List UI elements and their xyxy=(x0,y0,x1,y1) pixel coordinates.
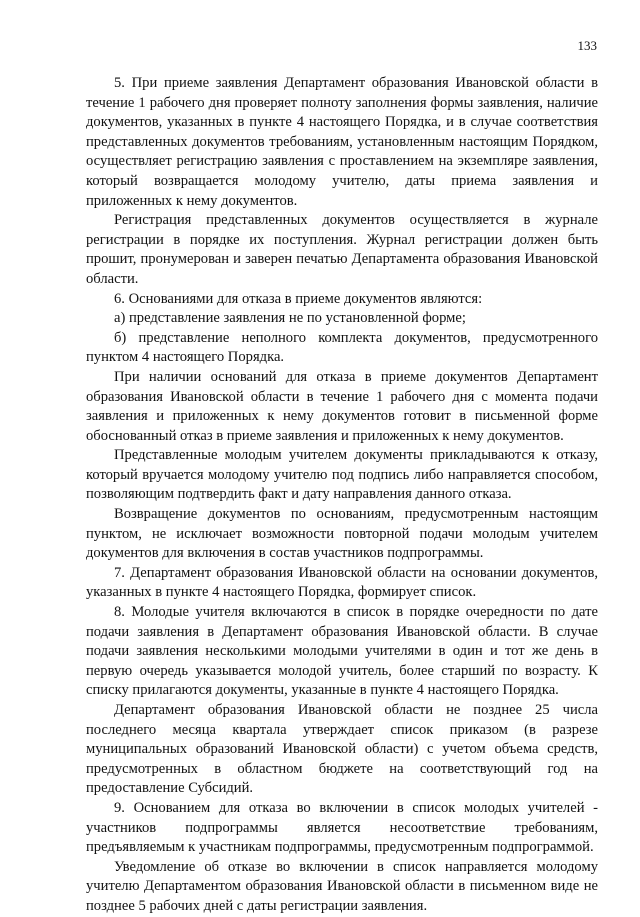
paragraph-exclusion-notice: Уведомление об отказе во включении в список направляется молодому учителю Департаментом образования Ивановской области в письменном виде не позднее 5 рабочих дней с даты регистрации заявления. xyxy=(86,858,598,914)
paragraph-list-approval: Департамент образования Ивановской области не позднее 25 числа последнего месяца квартала утверждает список приказом (в разрезе муниципальных образований Ивановской области) с учетом объема средств, предусмотренных в областном бюджете на соответствующий год на предоставление Субсидий. xyxy=(86,702,598,797)
paragraph-9-exclusion-grounds: 9. Основанием для отказа во включении в список молодых учителей - участников подпрограммы является несоответствие требованиям, предъявляемым к участникам подпрограммы, предусмотренным подпрограммой. xyxy=(86,799,598,856)
document-body xyxy=(86,74,598,917)
paragraph-8-list-order: 8. Молодые учителя включаются в список в порядке очередности по дате подачи заявления в Департамент образования Ивановской области. В случае подачи заявления несколькими молодыми учителями в один и тот же день в первую очередь указывается молодой учитель, более старший по возрасту. К списку прилагаются документы, указанные в пункте 4 настоящего Порядка. xyxy=(86,604,598,699)
list-item-a: а) представление заявления не по установленной форме; xyxy=(114,310,466,327)
paragraph-registration-journal: Регистрация представленных документов осуществляется в журнале регистрации в порядке их поступления. Журнал регистрации должен быть прошит, пронумерован и заверен печатью Департамента образования Ивановской области. xyxy=(86,212,598,287)
list-item-b: б) представление неполного комплекта документов, предусмотренного пунктом 4 настоящего Порядка. xyxy=(86,329,598,366)
page-number: 133 xyxy=(577,38,597,53)
paragraph-6-refusal-grounds: 6. Основаниями для отказа в приеме документов являются: xyxy=(114,290,483,307)
paragraph-refusal-procedure: При наличии оснований для отказа в приеме документов Департамент образования Ивановской области в течение 1 рабочего дня с момента подачи заявления и приложенных к нему документов готовит в письменной форме обоснованный отказ в приеме заявления и приложенных к нему документов. xyxy=(86,368,598,444)
paragraph-resubmission: Возвращение документов по основаниям, предусмотренным настоящим пунктом, не исключает возможности повторной подачи молодым учителем документов для включения в состав участников подпрограммы. xyxy=(86,506,598,562)
paragraph-7-list-formation: 7. Департамент образования Ивановской области на основании документов, указанных в пункте 4 настоящего Порядка, формирует список. xyxy=(86,564,598,601)
paragraph-5-intake: 5. При приеме заявления Департамент образования Ивановской области в течение 1 рабочего дня проверяет полноту заполнения формы заявления, наличие документов, указанных в пункте 4 настоящего Порядка, и в случае соответствия представленных документов требованиям, установленным настоящим Порядком, осуществляет регистрацию заявления с проставлением на экземпляре заявления, который возвращается молодому учителю, даты приема заявления и приложенных к нему документов. xyxy=(86,75,598,209)
paragraph-documents-returned: Представленные молодым учителем документы прикладываются к отказу, который вручается молодому учителю под подпись либо направляется способом, позволяющим подтвердить факт и дату направления данного отказа. xyxy=(86,447,598,503)
